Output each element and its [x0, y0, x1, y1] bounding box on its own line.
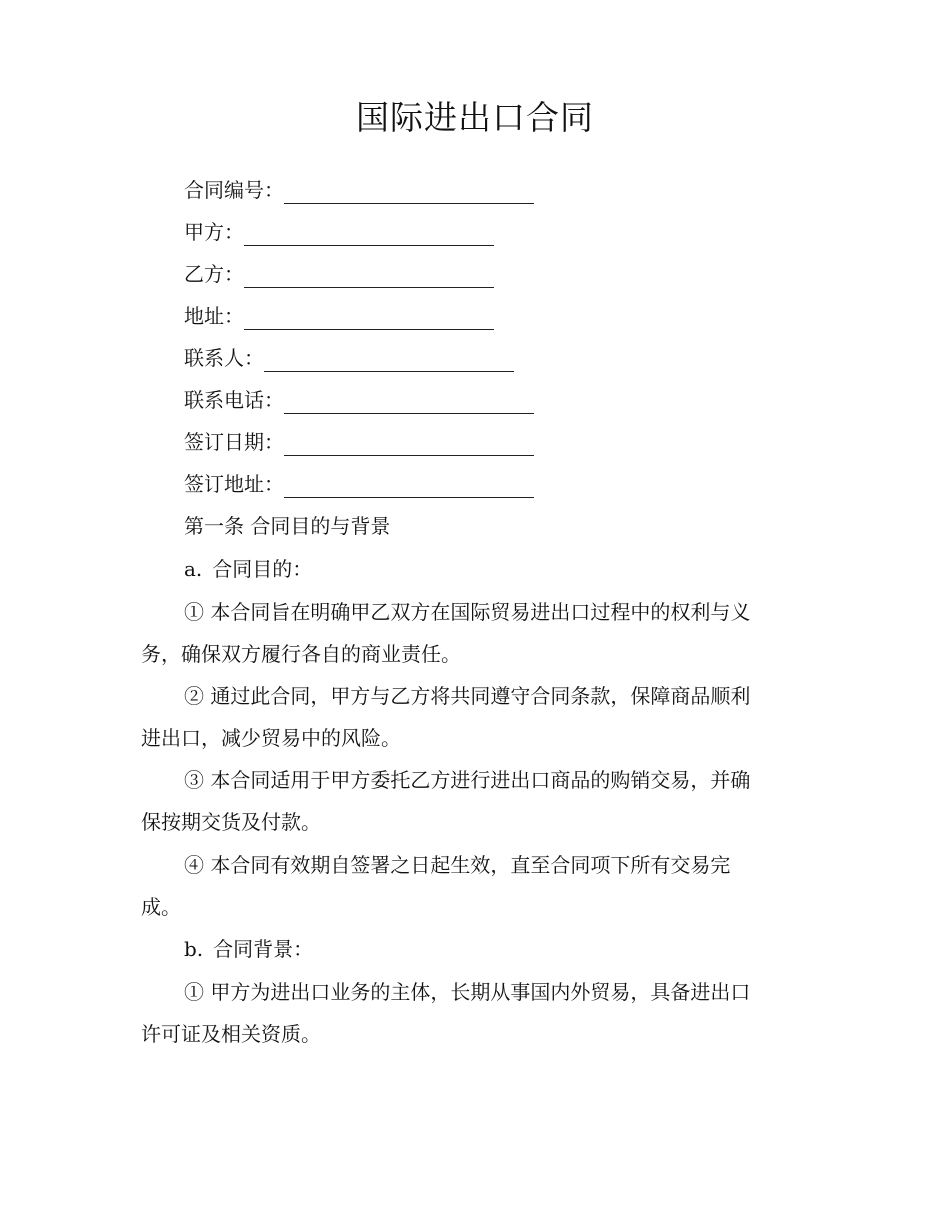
paragraph-line: 保按期交货及付款。 [141, 810, 321, 834]
field-signing-place [184, 470, 534, 498]
fill-in-blank [284, 182, 534, 204]
section-b-heading [184, 935, 313, 963]
fill-in-blank [284, 392, 534, 414]
field-label: 签订地址： [184, 472, 284, 496]
paragraph-line: 务，确保双方履行各自的商业责任。 [141, 642, 461, 666]
fill-in-blank [244, 266, 494, 288]
document-title: 国际进出口合同 [356, 98, 594, 137]
section-a-heading [184, 555, 312, 583]
field-party-b [184, 260, 494, 288]
paragraph-line: 进出口，减少贸易中的风险。 [141, 726, 401, 750]
field-signing-date [184, 428, 534, 456]
field-label: 联系电话： [184, 388, 284, 412]
paragraph-line: ② 通过此合同，甲方与乙方将共同遵守合同条款，保障商品顺利 [184, 684, 751, 708]
field-label: 乙方： [184, 262, 244, 286]
section-title: 合同目的： [212, 557, 313, 581]
field-label: 签订日期： [184, 430, 284, 454]
fill-in-blank [284, 434, 534, 456]
paragraph-line: 成。 [141, 895, 181, 919]
field-label: 联系人： [184, 346, 264, 370]
paragraph-line: ① 本合同旨在明确甲乙双方在国际贸易进出口过程中的权利与义 [184, 600, 751, 624]
section-marker: a. [184, 557, 203, 581]
section-marker: b. [184, 937, 204, 961]
paragraph-line: 许可证及相关资质。 [141, 1022, 321, 1046]
field-label: 合同编号： [184, 178, 284, 202]
fill-in-blank [264, 350, 514, 372]
field-contact-person [184, 344, 514, 372]
paragraph-line: ③ 本合同适用于甲方委托乙方进行进出口商品的购销交易，并确 [184, 768, 751, 792]
field-contact-phone [184, 386, 534, 414]
paragraph-line: ④ 本合同有效期自签署之日起生效，直至合同项下所有交易完 [184, 853, 731, 877]
field-label: 甲方： [184, 220, 244, 244]
paragraph-line: ① 甲方为进出口业务的主体，长期从事国内外贸易，具备进出口 [184, 980, 751, 1004]
fill-in-blank [284, 476, 534, 498]
section-title: 合同背景： [213, 937, 314, 961]
field-address [184, 302, 494, 330]
field-contract-number [184, 176, 534, 204]
field-party-a [184, 218, 494, 246]
field-label: 地址： [184, 304, 244, 328]
article-heading: 第一条 合同目的与背景 [184, 514, 391, 538]
fill-in-blank [244, 224, 494, 246]
fill-in-blank [244, 308, 494, 330]
